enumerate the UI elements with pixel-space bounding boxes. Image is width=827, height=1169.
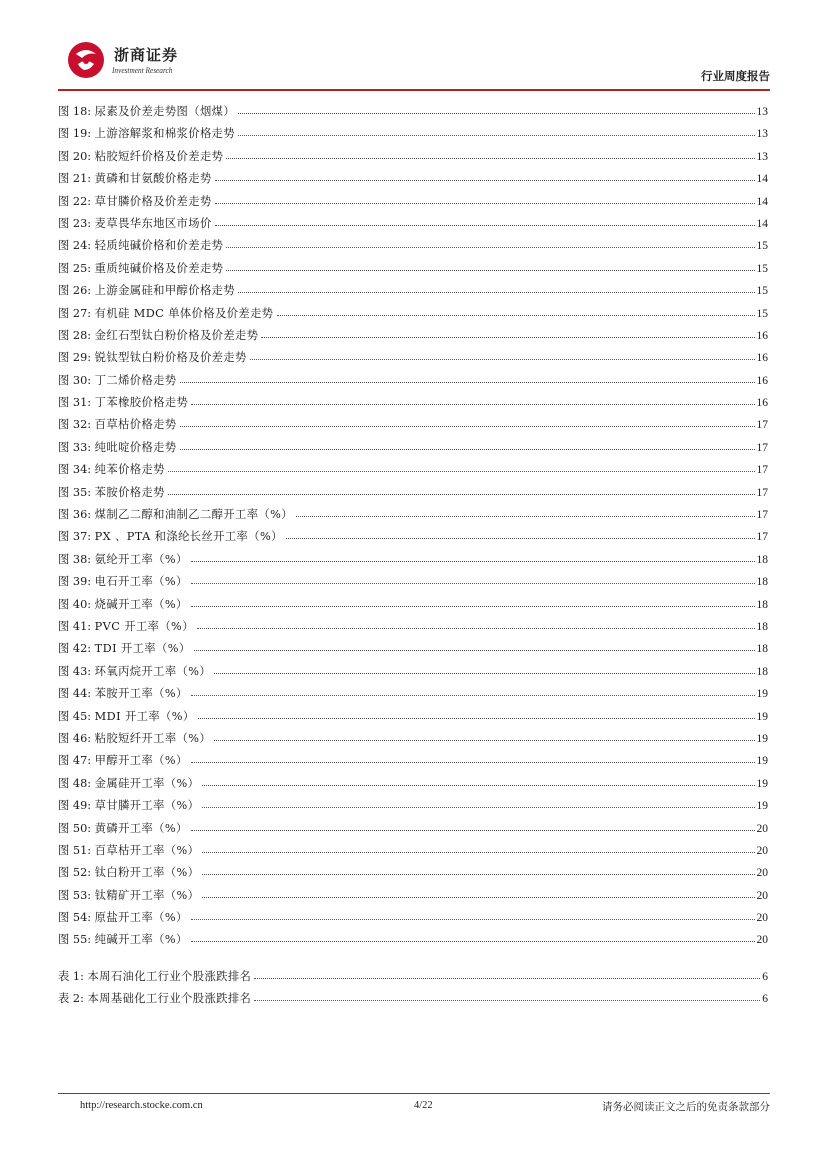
entry-number: 图 46: [58,731,92,745]
figure-entry[interactable] [58,795,768,817]
figure-entry[interactable] [58,414,768,436]
entry-title: 原盐开工率（%） [94,911,188,925]
entry-page-number: 13 [756,128,768,141]
entry-title: 丁二烯价格走势 [94,373,177,387]
company-logo-icon [66,40,106,80]
figure-entry[interactable] [58,482,768,504]
entry-page-number: 20 [756,934,768,947]
entry-number: 图 34: [58,463,92,477]
entry-title: 黄磷开工率（%） [94,821,188,835]
dot-leader [214,672,754,674]
dot-leader [202,806,754,808]
dot-leader [296,515,755,517]
entry-page-number: 20 [756,889,768,902]
dot-leader [202,896,754,898]
entry-number: 图 39: [58,575,92,589]
figure-entry[interactable] [58,840,768,862]
entry-title: 尿素及价差走势图（烟煤） [94,105,236,118]
entry-number: 图 24: [58,239,92,253]
dot-leader [191,560,755,562]
dot-leader [226,157,754,159]
entry-title: TDI 开工率（%） [94,642,191,656]
figure-entry[interactable] [58,459,768,481]
footer-url[interactable]: http://research.stocke.com.cn [80,1100,203,1111]
entry-title: 本周基础化工行业个股涨跌排名 [87,992,252,1006]
entry-title: 上游金属硅和甲醇价格走势 [94,284,236,298]
entry-page-number: 17 [756,509,768,522]
dot-leader [238,291,754,293]
page-number: 4/22 [414,1100,433,1111]
company-name-cn: 浙商证券 [114,46,179,64]
entry-number: 表 2: [58,992,84,1006]
entry-title: 粘胶短纤开工率（%） [94,731,212,745]
dot-leader [215,224,755,226]
figure-entry[interactable] [58,504,768,526]
entry-title: 百草枯价格走势 [94,418,177,432]
entry-title: MDI 开工率（%） [94,709,195,723]
entry-number: 图 26: [58,284,92,298]
company-name-en: Investment Research [112,65,173,75]
entry-page-number: 15 [756,285,768,298]
entry-page-number: 6 [762,993,768,1006]
dot-leader [191,829,755,831]
dot-leader [261,336,754,338]
entry-number: 图 40: [58,597,92,611]
entry-page-number: 15 [756,262,768,275]
figure-entry[interactable] [58,638,768,660]
entry-page-number: 17 [756,531,768,544]
figure-entry[interactable] [58,728,768,750]
entry-title: 苯胺开工率（%） [94,687,188,701]
entry-title: PVC 开工率（%） [94,619,194,633]
figure-entry[interactable] [58,280,768,302]
dot-leader [286,537,755,539]
entry-page-number: 18 [756,553,768,566]
figure-entry[interactable] [58,773,768,795]
entry-number: 图 45: [58,709,92,723]
entry-page-number: 18 [756,598,768,611]
dot-leader [197,627,755,629]
entry-page-number: 20 [756,822,768,835]
header-divider [58,89,770,91]
entry-number: 图 38: [58,552,92,566]
dot-leader [194,649,755,651]
entry-number: 图 41: [58,619,92,633]
entry-page-number: 16 [756,329,768,342]
entry-number: 图 37: [58,530,92,544]
dot-leader [191,940,755,942]
dot-leader [191,694,755,696]
dot-leader [191,761,755,763]
figure-entry[interactable] [58,571,768,593]
entry-title: 轻质纯碱价格和价差走势 [94,239,224,253]
entry-number: 图 21: [58,172,92,186]
entry-title: 百草枯开工率（%） [94,843,200,857]
entry-number: 图 49: [58,799,92,813]
entry-page-number: 20 [756,912,768,925]
entry-page-number: 17 [756,419,768,432]
entry-page-number: 13 [756,150,768,163]
entry-title: 钛精矿开工率（%） [94,888,200,902]
dot-leader [191,582,755,584]
figure-entry[interactable] [58,526,768,548]
dot-leader [215,202,755,204]
entry-page-number: 18 [756,643,768,656]
figure-entry[interactable] [58,706,768,728]
entry-page-number: 15 [756,240,768,253]
entry-title: 锐钛型钛白粉价格及价差走势 [94,351,247,365]
dot-leader [202,873,754,875]
figure-entry[interactable] [58,347,768,369]
entry-title: 草甘膦价格及价差走势 [94,194,212,208]
dot-leader [168,493,755,495]
figure-entry[interactable] [58,168,768,190]
entry-number: 图 28: [58,328,92,342]
entry-title: 纯吡啶价格走势 [94,440,177,454]
entry-page-number: 17 [756,486,768,499]
entry-number: 图 53: [58,888,92,902]
entry-title: 电石开工率（%） [94,575,188,589]
dot-leader [180,448,755,450]
entry-number: 图 43: [58,664,92,678]
entry-number: 图 20: [58,149,92,163]
entry-number: 图 32: [58,418,92,432]
dot-leader [191,605,755,607]
entry-number: 图 23: [58,216,92,230]
dot-leader [198,717,755,719]
entry-number: 图 47: [58,754,92,768]
entry-title: 金红石型钛白粉价格及价差走势 [94,328,259,342]
entry-number: 图 31: [58,396,92,410]
entry-page-number: 20 [756,867,768,880]
figure-entry[interactable] [58,818,768,840]
dot-leader [180,381,755,383]
figure-entry[interactable] [58,303,768,325]
figure-entry[interactable] [58,392,768,414]
footer-disclaimer: 请务必阅读正文之后的免责条款部分 [602,1101,770,1113]
entry-title: 烧碱开工率（%） [94,597,188,611]
figure-entry[interactable] [58,616,768,638]
entry-title: 本周石油化工行业个股涨跌排名 [87,970,252,983]
entry-number: 图 27: [58,306,92,320]
entry-page-number: 18 [756,620,768,633]
entry-title: PX 、PTA 和涤纶长丝开工率（%） [94,530,283,544]
entry-page-number: 14 [756,173,768,186]
entry-title: 钛白粉开工率（%） [94,866,200,880]
entry-number: 图 29: [58,351,92,365]
dot-leader [215,179,755,181]
figure-entry[interactable] [58,325,768,347]
entry-title: 粘胶短纤价格及价差走势 [94,149,224,163]
dot-leader [191,403,754,405]
dot-leader [226,246,754,248]
entry-page-number: 16 [756,397,768,410]
entry-page-number: 18 [756,576,768,589]
table-entry[interactable] [58,966,768,988]
dot-leader [238,134,754,136]
entry-title: 甲醇开工率（%） [94,754,188,768]
dot-leader [238,112,754,114]
entry-title: 上游溶解浆和棉浆价格走势 [94,127,236,141]
entry-title: 草甘膦开工率（%） [94,799,200,813]
entry-page-number: 19 [756,755,768,768]
entry-number: 图 33: [58,440,92,454]
dot-leader [254,999,760,1001]
entry-title: 有机硅 MDC 单体价格及价差走势 [94,306,274,320]
figure-entry[interactable] [58,101,768,123]
entry-page-number: 14 [756,195,768,208]
table-list [58,966,768,1011]
figure-list [58,101,768,952]
entry-number: 图 51: [58,843,92,857]
entry-page-number: 17 [756,464,768,477]
entry-number: 图 52: [58,866,92,880]
page-header [58,38,770,90]
entry-page-number: 20 [756,844,768,857]
figure-entry[interactable] [58,907,768,929]
figure-entry[interactable] [58,549,768,571]
entry-page-number: 15 [756,307,768,320]
figure-entry[interactable] [58,885,768,907]
entry-number: 图 25: [58,261,92,275]
entry-number: 图 44: [58,687,92,701]
entry-number: 图 30: [58,373,92,387]
entry-number: 图 42: [58,642,92,656]
dot-leader [202,784,754,786]
figure-entry[interactable] [58,123,768,145]
dot-leader [214,739,754,741]
entry-number: 图 54: [58,911,92,925]
entry-number: 图 22: [58,194,92,208]
entry-title: 黄磷和甘氨酸价格走势 [94,172,212,186]
entry-number: 图 19: [58,127,92,141]
entry-page-number: 17 [756,441,768,454]
entry-title: 煤制乙二醇和油制乙二醇开工率（%） [94,508,293,522]
figure-entry[interactable] [58,258,768,280]
dot-leader [168,470,755,472]
figure-entry[interactable] [58,594,768,616]
entry-number: 图 48: [58,776,92,790]
figure-entry[interactable] [58,929,768,951]
dot-leader [191,918,755,920]
entry-number: 图 50: [58,821,92,835]
entry-number: 图 35: [58,485,92,499]
dot-leader [202,851,754,853]
dot-leader [254,977,760,979]
report-type: 行业周度报告 [701,69,770,83]
entry-number: 表 1: [58,970,84,983]
entry-number: 图 36: [58,508,92,522]
entry-number: 图 18: [58,105,92,118]
figure-entry[interactable] [58,437,768,459]
figure-entry[interactable] [58,191,768,213]
entry-title: 麦草畏华东地区市场价 [94,216,212,230]
entry-page-number: 13 [756,106,768,118]
entry-title: 纯苯价格走势 [94,463,165,477]
entry-page-number: 19 [756,732,768,745]
entry-title: 纯碱开工率（%） [94,933,188,947]
figure-entry[interactable] [58,661,768,683]
figure-entry[interactable] [58,862,768,884]
dot-leader [277,314,755,316]
entry-title: 金属硅开工率（%） [94,776,200,790]
entry-number: 图 55: [58,933,92,947]
entry-page-number: 16 [756,352,768,365]
table-entry[interactable] [58,988,768,1010]
entry-page-number: 19 [756,710,768,723]
entry-page-number: 19 [756,800,768,813]
entry-page-number: 19 [756,777,768,790]
entry-page-number: 14 [756,217,768,230]
figure-entry[interactable] [58,683,768,705]
footer-divider [58,1093,770,1094]
entry-page-number: 16 [756,374,768,387]
figure-entry[interactable] [58,370,768,392]
figure-entry[interactable] [58,750,768,772]
entry-title: 重质纯碱价格及价差走势 [94,261,224,275]
entry-title: 丁苯橡胶价格走势 [94,396,189,410]
entry-title: 环氧丙烷开工率（%） [94,664,212,678]
dot-leader [250,358,755,360]
entry-page-number: 18 [756,665,768,678]
dot-leader [226,269,754,271]
entry-page-number: 19 [756,688,768,701]
entry-title: 苯胺价格走势 [94,485,165,499]
figure-entry[interactable] [58,213,768,235]
figure-entry[interactable] [58,146,768,168]
figure-entry[interactable] [58,235,768,257]
entry-page-number: 6 [762,971,768,983]
dot-leader [180,425,755,427]
entry-title: 氨纶开工率（%） [94,552,188,566]
